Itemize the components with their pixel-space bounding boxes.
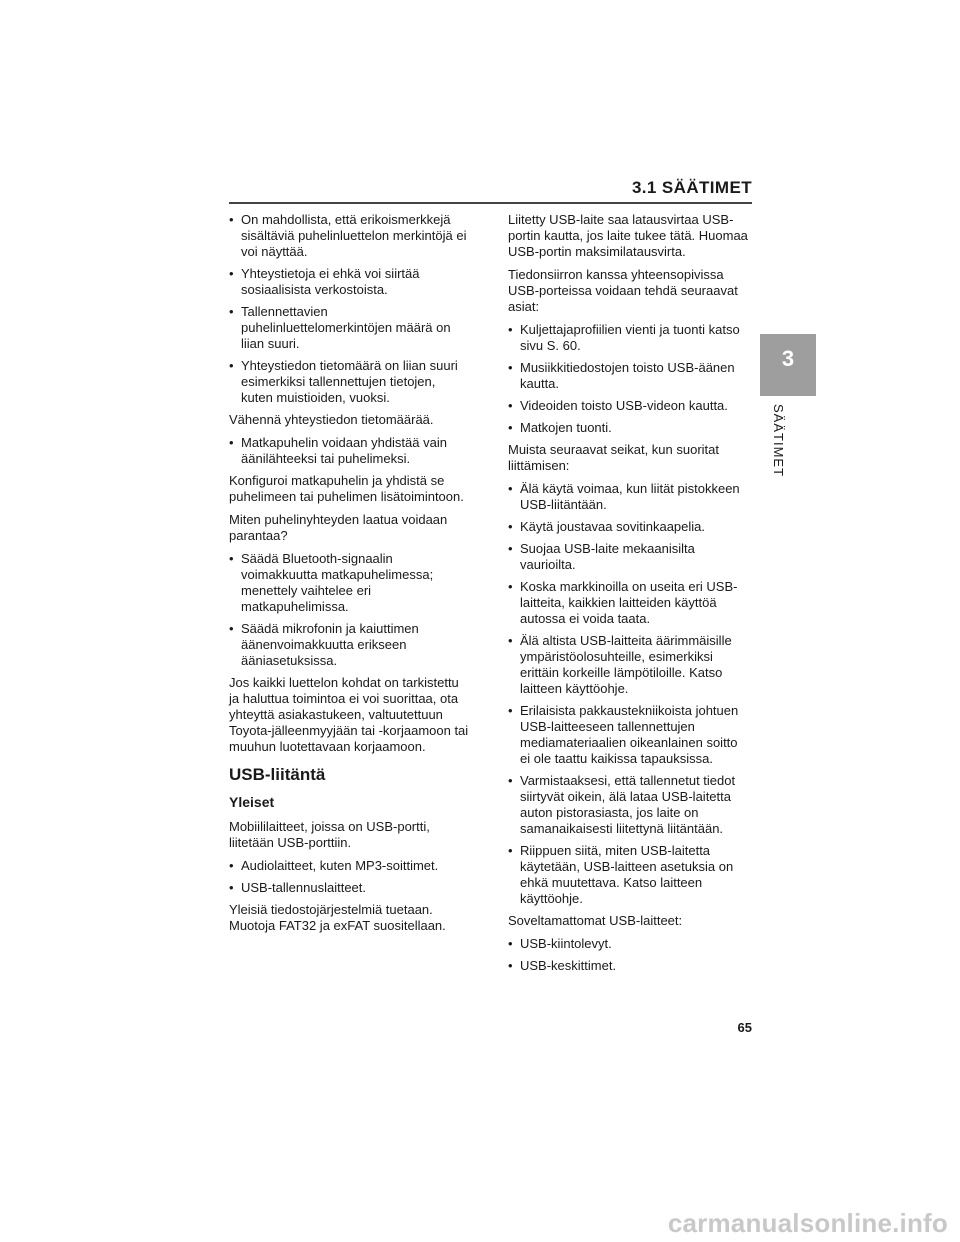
list-item: • Yhteystietoja ei ehkä voi siirtää sosiaalisista verkostoista.	[229, 266, 469, 298]
list-item: • Suojaa USB-laite mekaanisilta vaurioilta.	[508, 541, 748, 573]
section-heading: USB-liitäntä	[229, 765, 326, 784]
page-number: 65	[737, 1020, 752, 1035]
list-item: • Erilaisista pakkaustekniikoista johtuen USB-laitteeseen tallennettujen mediamateriaalien oikeanlainen soitto ei ole taattu kaikissa tapauksissa.	[508, 703, 748, 767]
watermark: carmanualsonline.info	[667, 1208, 948, 1238]
list-item: • Musiikkitiedostojen toisto USB-äänen kautta.	[508, 360, 748, 392]
list-item: • Varmistaaksesi, että tallennetut tiedot siirtyvät oikein, älä lataa USB-laitetta auton pistorasiasta, jos laite on samanaikaisesti liitettynä liitäntään.	[508, 773, 748, 837]
chapter-number: 3	[781, 346, 795, 371]
paragraph: Miten puhelinyhteyden laatua voidaan parantaa?	[229, 512, 448, 543]
list-item: • On mahdollista, että erikoismerkkejä sisältäviä puhelinluettelon merkintöjä ei voi näyttää.	[229, 212, 469, 260]
list-item: • Kuljettajaprofiilien vienti ja tuonti katso sivu S. 60.	[508, 322, 748, 354]
paragraph: Muista seuraavat seikat, kun suoritat liittämisen:	[508, 442, 719, 473]
header-divider	[229, 202, 752, 204]
list-item: • Riippuen siitä, miten USB-laitetta käytetään, USB-laitteen asetuksia on ehkä muutettava. Katso laitteen käyttöohje.	[508, 843, 748, 907]
list-item: • Älä altista USB-laitteita äärimmäisille ympäristöolosuhteille, esimerkiksi erittäin korkeille lämpötiloille. Katso laitteen käyttöohje.	[508, 633, 748, 697]
paragraph: Liitetty USB-laite saa latausvirtaa USB-portin kautta, jos laite tukee tätä. Huomaa USB-portin maksimilatausvirta.	[508, 212, 748, 259]
list-item: • USB-tallennuslaitteet.	[229, 880, 469, 896]
list-item: • Tallennettavien puhelinluettelomerkintöjen määrä on liian suuri.	[229, 304, 469, 352]
list-item: • Käytä joustavaa sovitinkaapelia.	[508, 519, 748, 535]
chapter-label: SÄÄTIMET	[771, 404, 786, 478]
paragraph: Mobiililaitteet, joissa on USB-portti, liitetään USB-porttiin.	[229, 819, 430, 850]
list-item: • USB-keskittimet.	[508, 958, 748, 974]
list-item: • Matkojen tuonti.	[508, 420, 748, 436]
list-item: • Koska markkinoilla on useita eri USB-laitteita, kaikkien laitteiden käyttöä autossa ei voida taata.	[508, 579, 748, 627]
list-item: • Audiolaitteet, kuten MP3-soittimet.	[229, 858, 469, 874]
right-column	[508, 212, 748, 980]
paragraph: Tiedonsiirron kanssa yhteensopivissa USB-porteissa voidaan tehdä seuraavat asiat:	[508, 267, 738, 314]
list-item: • USB-kiintolevyt.	[508, 936, 748, 952]
section-title: 3.1 SÄÄTIMET	[631, 178, 752, 197]
paragraph: Konfiguroi matkapuhelin ja yhdistä se puhelimeen tai puhelimen lisätoimintoon.	[229, 473, 464, 504]
list-item: • Säädä Bluetooth-signaalin voimakkuutta matkapuhelimessa; menettely vaihtelee eri matkapuhelimissa.	[229, 551, 469, 615]
list-item: • Säädä mikrofonin ja kaiuttimen äänenvoimakkuutta erikseen ääniasetuksissa.	[229, 621, 469, 669]
list-item: • Videoiden toisto USB-videon kautta.	[508, 398, 748, 414]
list-item: • Älä käytä voimaa, kun liität pistokkeen USB-liitäntään.	[508, 481, 748, 513]
subsection-heading: Yleiset	[229, 794, 275, 810]
left-column	[229, 212, 469, 941]
list-item: • Yhteystiedon tietomäärä on liian suuri esimerkiksi tallennettujen tietojen, kuten muistioiden, vuoksi.	[229, 358, 469, 406]
paragraph: Jos kaikki luettelon kohdat on tarkistettu ja haluttua toimintoa ei voi suorittaa, ota yhteyttä asiakastukeen, valtuutettuun Toyota-jälleenmyyjään tai -korjaamoon tai muuhun luotettavaan korjaamoon.	[229, 675, 469, 754]
paragraph: Vähennä yhteystiedon tietomäärää.	[229, 412, 434, 427]
list-item: • Matkapuhelin voidaan yhdistää vain äänilähteeksi tai puhelimeksi.	[229, 435, 469, 467]
paragraph: Soveltamattomat USB-laitteet:	[508, 913, 683, 928]
paragraph: Yleisiä tiedostojärjestelmiä tuetaan. Muotoja FAT32 ja exFAT suositellaan.	[229, 902, 446, 933]
